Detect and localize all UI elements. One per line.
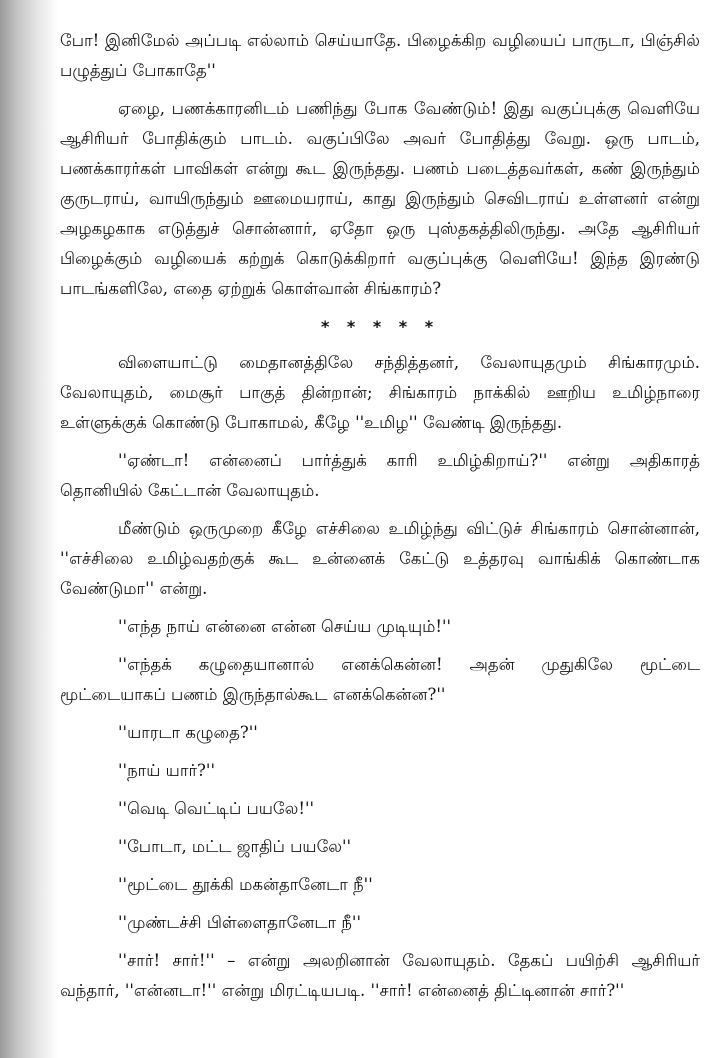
dialogue-line: ''நாய் யார்?'' (118, 761, 215, 780)
paragraph-dialogue-1: ''ஏண்டா! என்னைப் பார்த்துக் காரி உமிழ்கிறாய்?'' என்று அதிகாரத் தொனியில் கேட்டான் வேலாயுதம். (60, 451, 700, 500)
paragraph-teacher-lesson: ஏழை, பணக்காரனிடம் பணிந்து போக வேண்டும்! இது வகுப்புக்கு வெளியே ஆசிரியர் போதிக்கும் பாடம். வகுப்பிலே அவர் போதித்து வேறு. ஒரு பாடம், பணக்காரர்கள் பாவிகள் என்று கூட இருந்தது. பணம் படைத்தவர்கள், கண் இருந்தும் குருடராய், வாயிருந்தும் ஊமையராய், காது இருந்தும் செவிடராய் உள்ளனர் என்று அழகழகாக எடுத்துச் சொன்னார், ஏதோ ஒரு புஸ்தகத்திலிருந்து. அதே ஆசிரியர் பிழைக்கும் வழியைக் கற்றுக் கொடுக்கிறார் வகுப்புக்கு வெளியே! இந்த இரண்டு பாடங்களிலே, எதை ஏற்றுக் கொள்வான் சிங்காரம்? (60, 99, 700, 298)
paragraph-dialogue-2: மீண்டும் ஒருமுறை கீழே எச்சிலை உமிழ்ந்து விட்டுச் சிங்காரம் சொன்னான், ''எச்சிலை உமிழ்வதற்குக் கூட உன்னைக் கேட்டு உத்தரவு வாங்கிக் கொண்டாக வேண்டுமா'' என்று. (60, 519, 700, 598)
dialogue-line: ''முண்டச்சி பிள்ளைதானேடா நீ'' (118, 913, 361, 932)
paragraph-playground: விளையாட்டு மைதானத்திலே சந்தித்தனர், வேலாயுதமும் சிங்காரமும். வேலாயுதம், மைசூர் பாகுத் தின்றான்; சிங்காரம் நாக்கில் ஊறிய உமிழ்நாரை உள்ளுக்குக் கொண்டு போகாமல், கீழே ''உமிழ'' வேண்டி இருந்தது. (60, 353, 700, 432)
paragraph-closing: ''சார்! சார்!'' – என்று அலறினான் வேலாயுதம். தேகப் பயிற்சி ஆசிரியர் வந்தார், ''என்னடா!'' என்று மிரட்டியபடி. ''சார்! என்னைத் திட்டினான் சார்?'' (60, 951, 700, 1000)
dialogue-line: ''வெடி வெட்டிப் பயலே!'' (118, 799, 315, 818)
scan-edge-shadow (0, 0, 58, 1058)
section-separator: * * * * * (320, 317, 440, 336)
dialogue-line: ''மூட்டை தூக்கி மகன்தானேடா நீ'' (118, 875, 373, 894)
dialogue-line: ''எந்த நாய் என்னை என்ன செய்ய முடியும்!'' (118, 617, 452, 636)
paragraph-continuation: போ! இனிமேல் அப்படி எல்லாம் செய்யாதே. பிழைக்கிற வழியைப் பாருடா, பிஞ்சில் பழுத்துப் போகாதே'' (60, 31, 700, 80)
paragraph-dialogue-3: ''எந்தக் கழுதையானால் எனக்கென்ன! அதன் முதுகிலே மூட்டை மூட்டையாகப் பணம் இருந்தால்கூட எனக்கென்ன?'' (60, 655, 700, 704)
book-page (60, 26, 700, 1014)
dialogue-line: ''யாரடா கழுதை?'' (118, 723, 258, 742)
dialogue-line: ''போடா, மட்ட ஜாதிப் பயலே'' (118, 837, 352, 856)
